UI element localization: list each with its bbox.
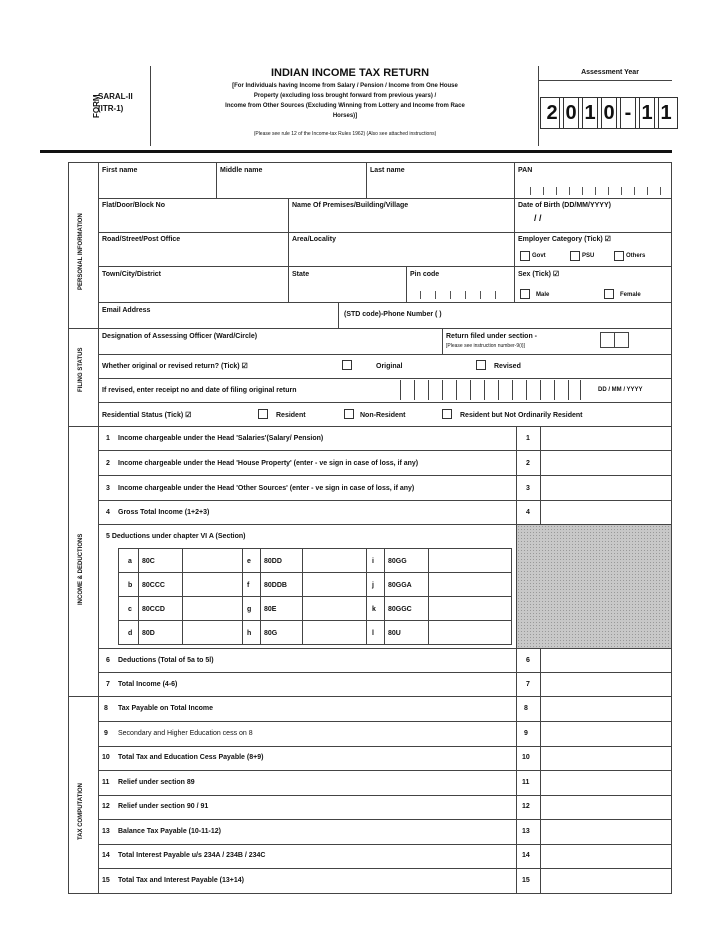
deduction-letter-g: g — [247, 606, 252, 613]
ay-digit-5: 1 — [635, 97, 659, 129]
form-title: INDIAN INCOME TAX RETURN — [270, 67, 430, 79]
deduction-80u-input[interactable] — [430, 622, 510, 643]
female-label: Female — [620, 292, 641, 298]
tax-row-9-ref: 9 — [524, 730, 528, 737]
pin-label: Pin code — [410, 271, 440, 278]
income-row-7-label: Total Income (4-6) — [118, 681, 178, 688]
tax-row-11-label: Relief under section 89 — [118, 779, 195, 786]
interest-payable-amount[interactable] — [542, 846, 670, 867]
income-row-2-ref: 2 — [526, 460, 530, 467]
phone-label: (STD code)-Phone Number ( ) — [344, 311, 442, 318]
others-label: Others — [626, 253, 646, 259]
non-resident-checkbox[interactable] — [344, 409, 354, 419]
premises-input[interactable] — [290, 210, 512, 230]
middle-name-input[interactable] — [218, 176, 364, 196]
deduction-letter-d: d — [128, 630, 133, 637]
tax-row-14-no: 14 — [102, 852, 110, 859]
dob-slashes: / / — [534, 213, 542, 223]
education-cess-amount[interactable] — [542, 723, 670, 745]
balance-tax-amount[interactable] — [542, 821, 670, 843]
pin-input[interactable] — [408, 280, 512, 300]
section-tax: TAX COMPUTATION — [78, 783, 84, 840]
tax-row-13-no: 13 — [102, 828, 110, 835]
deduction-80ccc-label: 80CCC — [142, 582, 165, 589]
income-row-2-label: Income chargeable under the Head 'House Property' (enter - ve sign in case of loss, if any) — [118, 460, 419, 467]
deduction-letter-h: h — [247, 630, 252, 637]
deduction-80ddb-input[interactable] — [303, 574, 365, 595]
ay-digit-1: 2 — [540, 97, 564, 129]
non-resident-label: Non-Resident — [360, 412, 406, 419]
tax-row-15-no: 15 — [102, 877, 110, 884]
ay-digit-3: 1 — [578, 97, 602, 129]
flat-label: Flat/Door/Block No — [102, 202, 166, 209]
deduction-80g-input[interactable] — [303, 622, 365, 643]
header-divider — [40, 150, 672, 153]
ay-digit-6: 1 — [654, 97, 678, 129]
area-input[interactable] — [290, 244, 512, 264]
govt-label: Govt — [532, 253, 546, 259]
state-label: State — [292, 271, 310, 278]
road-label: Road/Street/Post Office — [102, 236, 181, 243]
section-income: INCOME & DEDUCTIONS — [78, 533, 84, 605]
section-personal: PERSONAL INFORMATION — [78, 213, 84, 290]
resident-label: Resident — [276, 412, 306, 419]
pan-label: PAN — [518, 167, 533, 174]
deduction-80dd-label: 80DD — [264, 558, 282, 565]
tax-payable-amount[interactable] — [542, 698, 670, 720]
tax-row-12-no: 12 — [102, 803, 110, 810]
tax-row-15-ref: 15 — [522, 877, 530, 884]
last-name-label: Last name — [370, 167, 405, 174]
income-row-1-label: Income chargeable under the Head 'Salaries'(Salary/ Pension) — [118, 435, 324, 442]
sex-label: Sex (Tick) ☑ — [518, 271, 560, 278]
email-label: Email Address — [102, 307, 151, 314]
tax-row-13-ref: 13 — [522, 828, 530, 835]
tax-row-12-label: Relief under section 90 / 91 — [118, 803, 209, 810]
deduction-80d-label: 80D — [142, 630, 155, 637]
income-row-3-ref: 3 — [526, 485, 530, 492]
employer-category-label: Employer Category (Tick) ☑ — [518, 236, 611, 243]
premises-label: Name Of Premises/Building/Village — [292, 202, 409, 209]
govt-checkbox[interactable] — [520, 251, 530, 261]
original-label: Original — [376, 363, 403, 370]
deduction-letter-j: j — [372, 582, 374, 589]
date-format-hint: DD / MM / YYYY — [598, 387, 643, 393]
total-deductions-amount[interactable] — [542, 650, 670, 671]
income-row-6-no: 6 — [106, 657, 110, 664]
form-code: SARAL-II — [98, 92, 133, 101]
phone-input[interactable] — [480, 306, 668, 326]
area-label: Area/Locality — [292, 236, 336, 243]
tax-row-14-ref: 14 — [522, 852, 530, 859]
psu-label: PSU — [582, 253, 595, 259]
tax-row-11-ref: 11 — [522, 779, 530, 786]
income-row-4-label: Gross Total Income (1+2+3) — [118, 509, 210, 516]
section-filing: FILING STATUS — [78, 347, 84, 392]
deductions-title: 5 Deductions under chapter VI A (Section) — [106, 533, 246, 540]
tax-row-14-label: Total Interest Payable u/s 234A / 234B / 234C — [118, 852, 266, 859]
income-row-4-no: 4 — [106, 509, 110, 516]
tax-row-12-ref: 12 — [522, 803, 530, 810]
income-row-1-no: 1 — [106, 435, 110, 442]
receipt-input[interactable] — [400, 380, 580, 400]
income-row-7-ref: 7 — [526, 681, 530, 688]
ay-digit-4: 0 — [597, 97, 621, 129]
form-label: FORM — [92, 94, 101, 118]
revised-checkbox[interactable] — [476, 360, 486, 370]
income-row-3-amount[interactable] — [542, 477, 670, 498]
deduction-letter-k: k — [372, 606, 376, 613]
subtitle-line-3: Income from Other Sources (Excluding Winning from Lottery and Income from Race — [225, 103, 465, 109]
designation-input[interactable] — [100, 342, 440, 353]
tax-row-10-no: 10 — [102, 754, 110, 761]
state-input[interactable] — [290, 280, 404, 300]
deduction-letter-e: e — [247, 558, 251, 565]
income-row-1-amount[interactable] — [542, 428, 670, 449]
original-revised-question: Whether original or revised return? (Tick) ☑ — [102, 363, 248, 370]
email-input[interactable] — [100, 314, 336, 326]
subtitle-note: (Please see rule 12 of the Income-tax Rules 1962) (Also see attached instructions) — [253, 131, 437, 137]
deduction-80d-input[interactable] — [183, 622, 241, 643]
male-label: Male — [536, 292, 550, 298]
deduction-80ccd-input[interactable] — [183, 598, 241, 619]
return-filed-label: Return filed under section - — [446, 333, 538, 340]
ay-digit-2: 0 — [559, 97, 583, 129]
return-section-box-2[interactable] — [614, 332, 629, 348]
income-row-6-ref: 6 — [526, 657, 530, 664]
town-input[interactable] — [100, 280, 286, 300]
deduction-80c-label: 80C — [142, 558, 155, 565]
tax-row-13-label: Balance Tax Payable (10-11-12) — [118, 828, 221, 835]
flat-input[interactable] — [100, 210, 286, 230]
relief-89-amount[interactable] — [542, 772, 670, 794]
income-row-6-label: Deductions (Total of 5a to 5l) — [118, 657, 214, 664]
total-tax-cess-amount[interactable] — [542, 748, 670, 769]
income-row-7-no: 7 — [106, 681, 110, 688]
deduction-80gga-input[interactable] — [430, 574, 510, 595]
income-row-1-ref: 1 — [526, 435, 530, 442]
income-row-3-label: Income chargeable under the Head 'Other Sources' (enter - ve sign in case of loss, if any) — [118, 485, 415, 492]
deduction-80e-input[interactable] — [303, 598, 365, 619]
subtitle-line-2: Property (excluding loss brought forward from previous years) / — [253, 93, 437, 99]
form-itr: (ITR-1) — [98, 104, 124, 113]
subtitle-line-1: [For Individuals having Income from Salary / Pension / Income from One House — [232, 83, 458, 89]
middle-name-label: Middle name — [220, 167, 263, 174]
tax-row-10-label: Total Tax and Education Cess Payable (8+9) — [118, 754, 264, 761]
total-tax-interest-amount[interactable] — [542, 870, 670, 892]
tax-row-10-ref: 10 — [522, 754, 530, 761]
rnor-label: Resident but Not Ordinarily Resident — [460, 412, 583, 419]
revised-label: Revised — [494, 363, 521, 370]
ay-digit-dash: - — [616, 97, 640, 129]
male-checkbox[interactable] — [520, 289, 530, 299]
tax-row-11-no: 11 — [102, 779, 110, 786]
subtitle-line-4: Horses)] — [332, 113, 358, 119]
others-checkbox[interactable] — [614, 251, 624, 261]
last-name-input[interactable] — [368, 176, 512, 196]
deduction-80ggc-input[interactable] — [430, 598, 510, 619]
return-filed-note: [Please see instruction number-9(i)] — [446, 343, 525, 349]
deduction-80gga-label: 80GGA — [388, 582, 412, 589]
female-checkbox[interactable] — [604, 289, 614, 299]
deduction-letter-l: l — [372, 630, 374, 637]
receipt-label: If revised, enter receipt no and date of filing original return — [102, 387, 297, 394]
first-name-label: First name — [102, 167, 138, 174]
deduction-80g-label: 80G — [264, 630, 278, 637]
deduction-letter-f: f — [247, 582, 250, 589]
rnor-checkbox[interactable] — [442, 409, 452, 419]
deduction-80ccc-input[interactable] — [183, 574, 241, 595]
deduction-letter-c: c — [128, 606, 132, 613]
tax-row-9-no: 9 — [104, 730, 108, 737]
deduction-80gg-input[interactable] — [430, 550, 510, 571]
first-name-input[interactable] — [100, 176, 214, 196]
deduction-letter-a: a — [128, 558, 132, 565]
income-row-4-ref: 4 — [526, 509, 530, 516]
designation-label: Designation of Assessing Officer (Ward/Circle) — [102, 333, 258, 340]
deduction-80u-label: 80U — [388, 630, 401, 637]
dob-input[interactable] — [518, 210, 668, 230]
original-checkbox[interactable] — [342, 360, 352, 370]
psu-checkbox[interactable] — [570, 251, 580, 261]
deductions-shaded-area — [516, 524, 672, 649]
return-section-box-1[interactable] — [600, 332, 615, 348]
deduction-letter-i: i — [372, 558, 374, 565]
deduction-80e-label: 80E — [264, 606, 277, 613]
tax-row-8-label: Tax Payable on Total Income — [118, 705, 214, 712]
deduction-80dd-input[interactable] — [303, 550, 365, 571]
gross-total-income-amount[interactable] — [542, 502, 670, 523]
deduction-80gg-label: 80GG — [388, 558, 407, 565]
deduction-80ggc-label: 80GGC — [388, 606, 412, 613]
tax-row-8-ref: 8 — [524, 705, 528, 712]
dob-label: Date of Birth (DD/MM/YYYY) — [518, 202, 611, 209]
pan-input[interactable] — [518, 176, 668, 196]
income-row-2-amount[interactable] — [542, 452, 670, 473]
total-income-amount[interactable] — [542, 674, 670, 695]
tax-row-8-no: 8 — [104, 705, 108, 712]
tax-row-15-label: Total Tax and Interest Payable (13+14) — [118, 877, 244, 884]
road-input[interactable] — [100, 244, 286, 264]
residential-status-label: Residential Status (Tick) ☑ — [102, 412, 192, 419]
town-label: Town/City/District — [102, 271, 161, 278]
assessment-year-label: Assessment Year — [581, 69, 639, 76]
deduction-80ccd-label: 80CCD — [142, 606, 165, 613]
resident-checkbox[interactable] — [258, 409, 268, 419]
relief-90-91-amount[interactable] — [542, 797, 670, 818]
deduction-80c-input[interactable] — [183, 550, 241, 571]
income-row-3-no: 3 — [106, 485, 110, 492]
deduction-letter-b: b — [128, 582, 133, 589]
deduction-80ddb-label: 80DDB — [264, 582, 287, 589]
tax-row-9-label: Secondary and Higher Education cess on 8 — [118, 730, 253, 737]
income-row-2-no: 2 — [106, 460, 110, 467]
